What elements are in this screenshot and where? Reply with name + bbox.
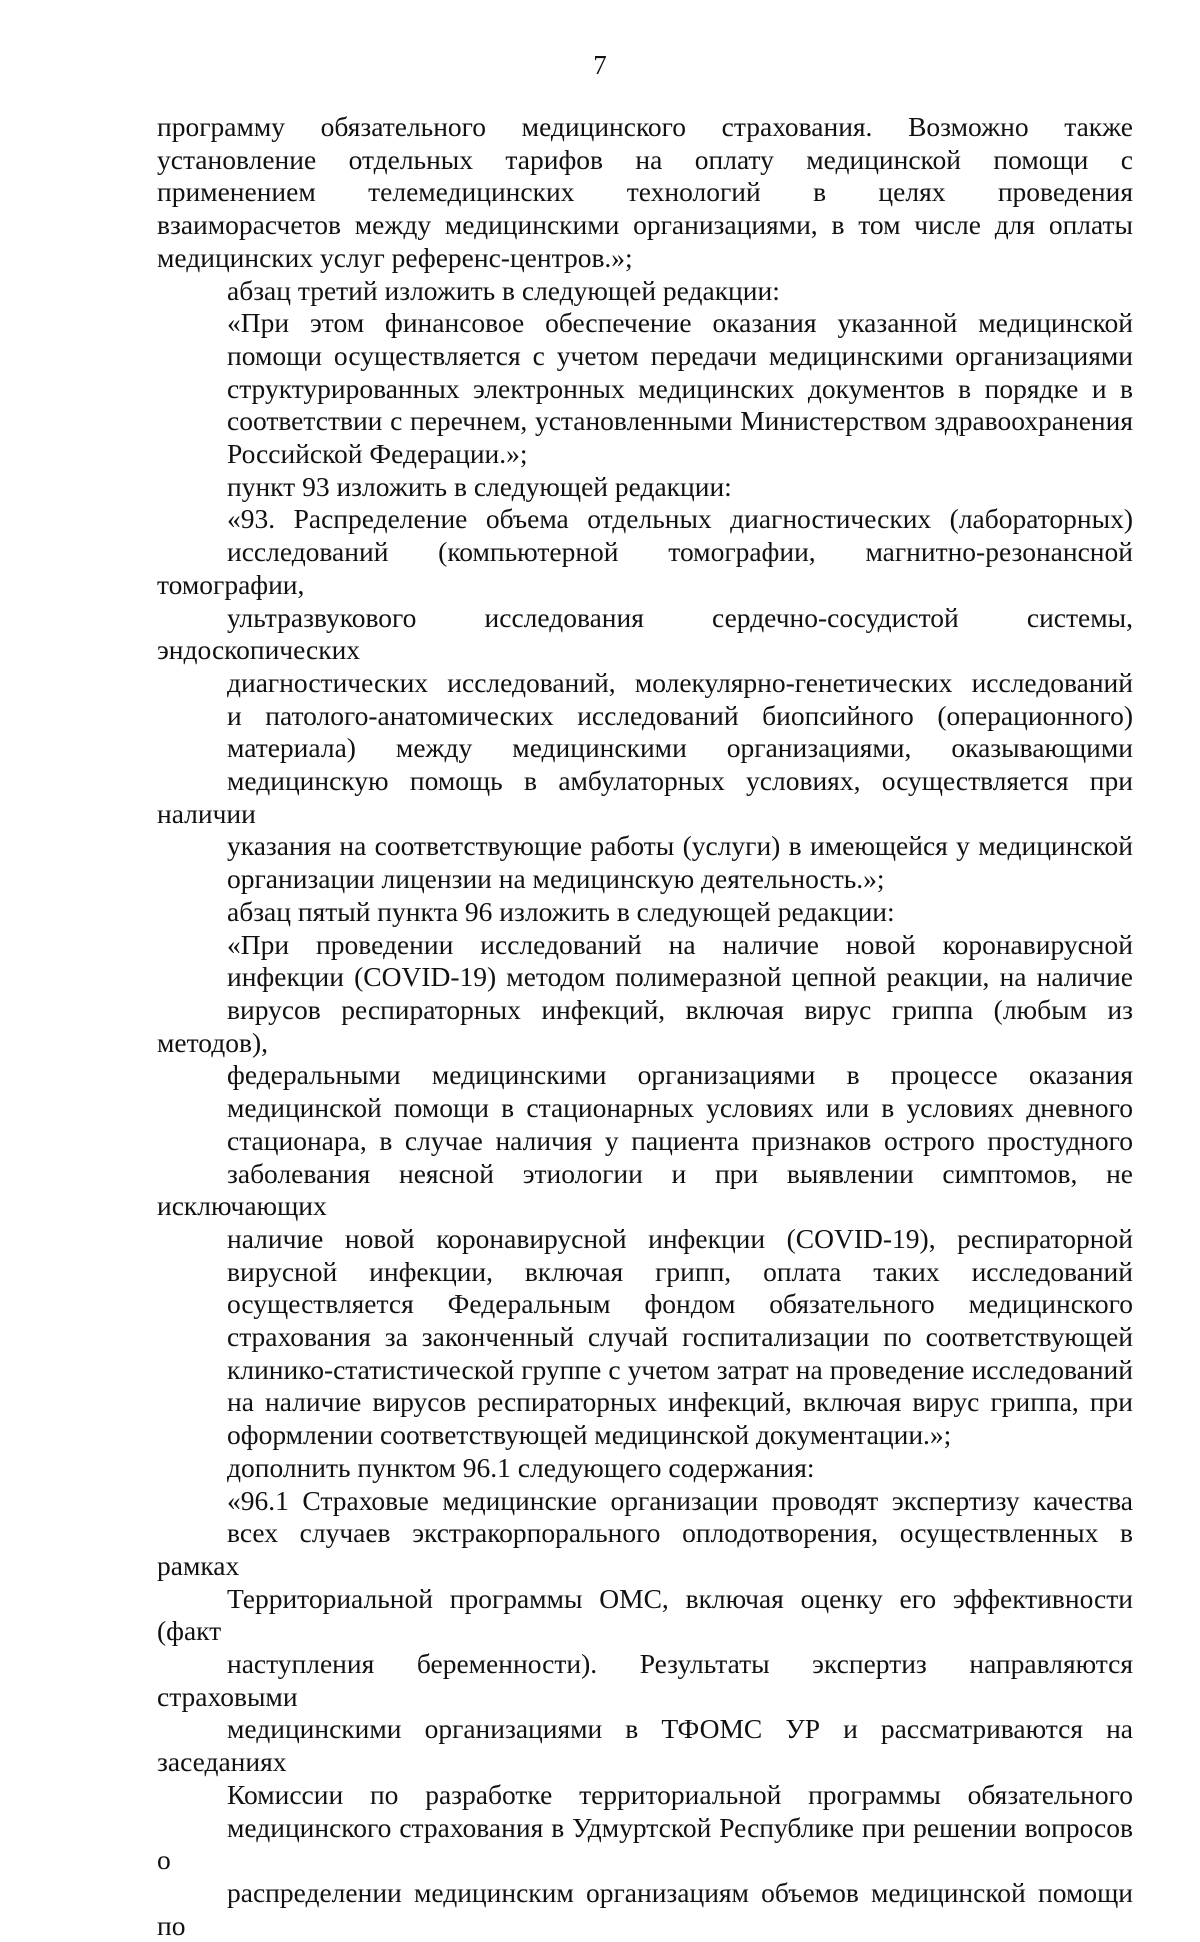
text-line: страхования за законченный случай госпитализации по соответствующей bbox=[227, 1321, 1133, 1353]
text-line: диагностических исследований, молекулярно-генетических исследований bbox=[227, 666, 1133, 698]
paragraph bbox=[157, 471, 1133, 504]
paragraph bbox=[157, 1485, 1133, 1942]
text-line: Российской Федерации.»; bbox=[227, 438, 528, 470]
text-line: «При проведении исследований на наличие новой коронавирусной bbox=[227, 928, 1133, 960]
text-line: «96.1 Страховые медицинские организации проводят экспертизу качества bbox=[227, 1484, 1133, 1516]
text-line: применением телемедицинских технологий в целях проведения bbox=[157, 176, 1133, 208]
text-line: оформлении соответствующей медицинской документации.»; bbox=[227, 1419, 952, 1451]
text-line: стационара, в случае наличия у пациента признаков острого простудного bbox=[227, 1124, 1133, 1156]
paragraph bbox=[157, 896, 1133, 929]
text-line: наступления беременности). Результаты экспертиз направляются страховыми bbox=[157, 1648, 1133, 1712]
text-line: «При этом финансовое обеспечение оказания указанной медицинской bbox=[227, 307, 1133, 339]
text-line: абзац пятый пункта 96 изложить в следующей редакции: bbox=[227, 895, 895, 927]
text-line: ультразвукового исследования сердечно-сосудистой системы, эндоскопических bbox=[157, 601, 1133, 666]
text-line: Комиссии по разработке территориальной программы обязательного bbox=[227, 1778, 1133, 1810]
text-line: и патолого-анатомических исследований биопсийного (операционного) bbox=[227, 699, 1133, 731]
text-line: вирусной инфекции, включая грипп, оплата таких исследований bbox=[227, 1255, 1133, 1287]
text-line: программу обязательного медицинского страхования. Возможно также bbox=[157, 111, 1133, 142]
text-line: материала) между медицинскими организациями, оказывающими bbox=[227, 732, 1133, 764]
text-line: медицинскую помощь в амбулаторных условиях, осуществляется при наличии bbox=[157, 765, 1133, 829]
text-line: медицинской помощи в стационарных условиях или в условиях дневного bbox=[227, 1092, 1133, 1124]
paragraph bbox=[157, 111, 1133, 275]
paragraph bbox=[157, 503, 1133, 895]
text-line: на наличие вирусов респираторных инфекций, включая вирус гриппа, при bbox=[227, 1386, 1133, 1418]
paragraph bbox=[157, 275, 1133, 308]
paragraph bbox=[157, 1452, 1133, 1485]
text-line: указания на соответствующие работы (услуги) в имеющейся у медицинской bbox=[227, 830, 1133, 862]
text-line: инфекции (COVID-19) методом полимеразной цепной реакции, на наличие bbox=[227, 961, 1133, 993]
text-line: медицинских услуг референс-центров.»; bbox=[157, 241, 633, 273]
text-line: распределении медицинским организациям объемов медицинской помощи по bbox=[157, 1876, 1133, 1941]
text-line: медицинского страхования в Удмуртской Республике при решении вопросов о bbox=[157, 1811, 1133, 1876]
document-body bbox=[157, 111, 1133, 1942]
text-line: установление отдельных тарифов на оплату медицинской помощи с bbox=[157, 143, 1133, 175]
text-line: федеральными медицинскими организациями в процессе оказания bbox=[227, 1059, 1133, 1091]
text-line: «93. Распределение объема отдельных диагностических (лабораторных) bbox=[227, 503, 1133, 535]
text-line: вирусов респираторных инфекций, включая вирус гриппа (любым из методов), bbox=[157, 993, 1133, 1058]
text-line: помощи осуществляется с учетом передачи медицинскими организациями bbox=[227, 339, 1133, 371]
paragraph bbox=[157, 307, 1133, 471]
text-line: Территориальной программы ОМС, включая оценку его эффективности (факт bbox=[157, 1582, 1133, 1647]
text-line: соответствии с перечнем, установленными Министерством здравоохранения bbox=[227, 405, 1133, 437]
text-line: исследований (компьютерной томографии, магнитно-резонансной томографии, bbox=[157, 536, 1133, 600]
text-line: абзац третий изложить в следующей редакции: bbox=[227, 274, 780, 306]
text-line: пункт 93 изложить в следующей редакции: bbox=[227, 470, 732, 502]
text-line: заболевания неясной этиологии и при выявлении симптомов, не исключающих bbox=[157, 1157, 1133, 1222]
text-line: организации лицензии на медицинскую деятельность.»; bbox=[227, 863, 885, 895]
text-line: дополнить пунктом 96.1 следующего содержания: bbox=[227, 1451, 815, 1483]
text-line: осуществляется Федеральным фондом обязательного медицинского bbox=[227, 1288, 1133, 1320]
text-line: взаиморасчетов между медицинскими организациями, в том числе для оплаты bbox=[157, 209, 1133, 241]
text-line: наличие новой коронавирусной инфекции (COVID-19), респираторной bbox=[227, 1222, 1133, 1254]
paragraph bbox=[157, 929, 1133, 1452]
text-line: структурированных электронных медицинских документов в порядке и в bbox=[227, 372, 1133, 404]
text-line: всех случаев экстракорпорального оплодотворения, осуществленных в рамках bbox=[157, 1517, 1133, 1581]
page-number: 7 bbox=[593, 50, 607, 80]
text-line: клинико-статистической группе с учетом затрат на проведение исследований bbox=[227, 1353, 1133, 1385]
text-line: медицинскими организациями в ТФОМС УР и рассматриваются на заседаниях bbox=[157, 1713, 1133, 1778]
